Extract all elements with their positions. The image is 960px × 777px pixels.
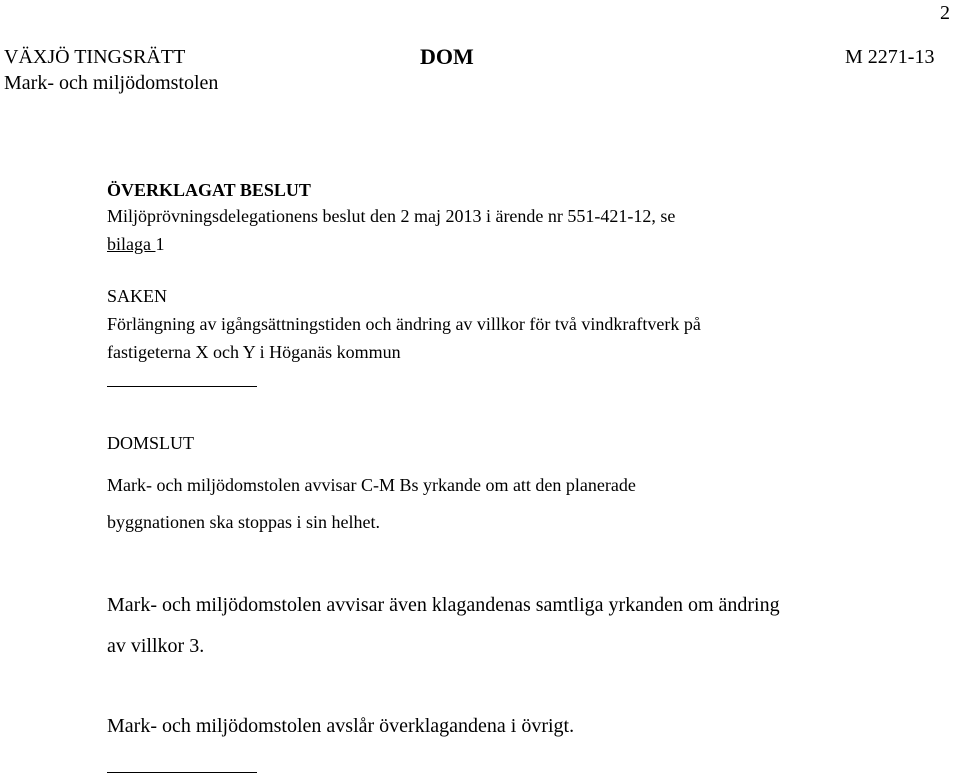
- ruling-paragraph-line: Mark- och miljödomstolen avvisar C-M Bs yrkande om att den planerade: [107, 475, 636, 495]
- appendix-link[interactable]: bilaga: [107, 234, 156, 254]
- appendix-number: 1: [155, 234, 165, 254]
- court-division: Mark- och miljödomstolen: [4, 72, 219, 94]
- ruling-paragraph-line: Mark- och miljödomstolen avslår överklagandena i övrigt.: [107, 715, 575, 737]
- ruling-paragraph-line: av villkor 3.: [107, 635, 205, 657]
- matter-line: Förlängning av igångsättningstiden och ändring av villkor för två vindkraftverk på: [107, 314, 701, 334]
- ruling-paragraph-line: byggnationen ska stoppas i sin helhet.: [107, 512, 380, 532]
- case-number: M 2271-13: [845, 46, 935, 68]
- appealed-decision-heading: ÖVERKLAGAT BESLUT: [107, 180, 311, 200]
- ruling-paragraph-line: Mark- och miljödomstolen avvisar även klagandenas samtliga yrkanden om ändring: [107, 594, 780, 616]
- appealed-decision-line: [107, 233, 164, 255]
- section-divider: [107, 772, 257, 773]
- section-divider: [107, 386, 257, 387]
- document-type: DOM: [420, 44, 474, 69]
- appealed-decision-line: Miljöprövningsdelegationens beslut den 2 maj 2013 i ärende nr 551-421-12, se: [107, 206, 676, 226]
- court-name: VÄXJÖ TINGSRÄTT: [4, 46, 186, 68]
- matter-line: fastigeterna X och Y i Höganäs kommun: [107, 342, 401, 362]
- ruling-heading: DOMSLUT: [107, 433, 195, 453]
- page-number: 2: [940, 2, 950, 24]
- matter-heading: SAKEN: [107, 286, 168, 306]
